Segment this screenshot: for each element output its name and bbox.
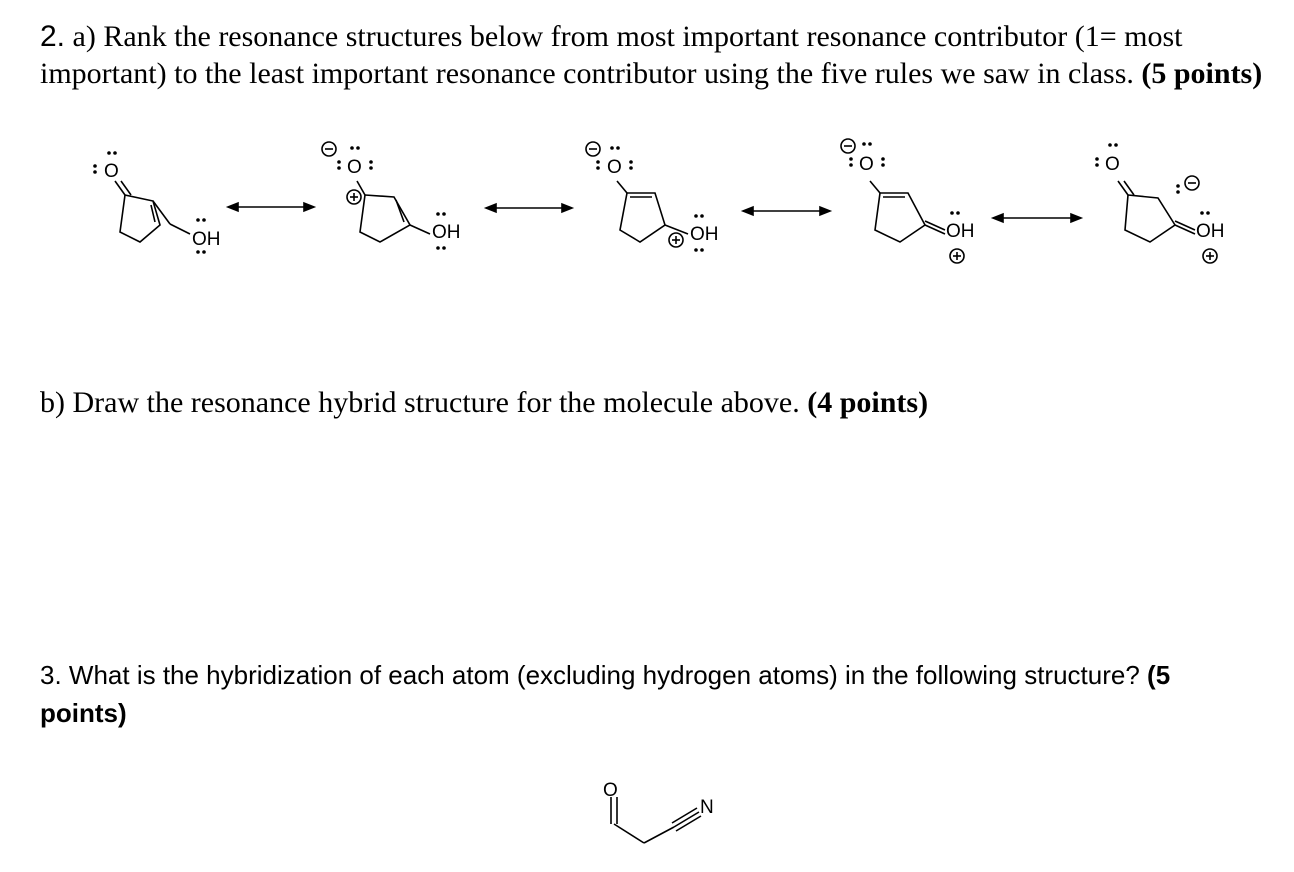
structure-4-hydroxyl-label: OH <box>946 221 975 242</box>
resonance-arrow-1 <box>228 203 314 211</box>
question-2a-points: (5 points) <box>1141 57 1263 90</box>
structure-3-hydroxyl-label: OH <box>690 224 719 245</box>
structure-2-oxygen-label: O <box>347 157 362 178</box>
structure-2 <box>357 181 430 242</box>
resonance-arrow-4 <box>993 214 1081 222</box>
resonance-arrow-2 <box>486 204 572 212</box>
structure-5-hydroxyl-label: OH <box>1196 221 1225 242</box>
structure-3-oxygen-label: O <box>607 157 622 178</box>
molecule-3-nitrogen-label: N <box>700 797 714 818</box>
question-2b-points: (4 points) <box>807 386 929 419</box>
structure-5 <box>1118 181 1195 242</box>
structure-4 <box>870 181 945 242</box>
resonance-arrow-3 <box>743 207 830 215</box>
molecule-3 <box>611 797 701 843</box>
structure-1-hydroxyl-label: OH <box>192 229 221 250</box>
question-3 <box>40 656 1240 732</box>
question-3-text: 3. What is the hybridization of each atom (excluding hydrogen atoms) in the following structure? <box>40 660 1148 690</box>
question-3-points: (5 points) <box>40 660 1171 728</box>
molecule-3-oxygen-label: O <box>603 780 618 801</box>
structure-1 <box>115 181 190 242</box>
question-2b-text: b) Draw the resonance hybrid structure for the molecule above. <box>40 386 808 419</box>
structure-2-hydroxyl-label: OH <box>432 222 461 243</box>
structure-4-oxygen-label: O <box>859 154 874 175</box>
lone-pair-dots <box>93 142 1210 254</box>
structure-5-oxygen-label: O <box>1105 154 1120 175</box>
question-2a-text: a) Rank the resonance structures below from most important resonance contributor (1= most important) to the least important resonance contributor using the five rules we saw in class. <box>40 20 1183 90</box>
structure-1-oxygen-label: O <box>104 161 119 182</box>
question-2-part-b <box>40 384 1240 421</box>
question-number: 2. <box>40 20 66 53</box>
